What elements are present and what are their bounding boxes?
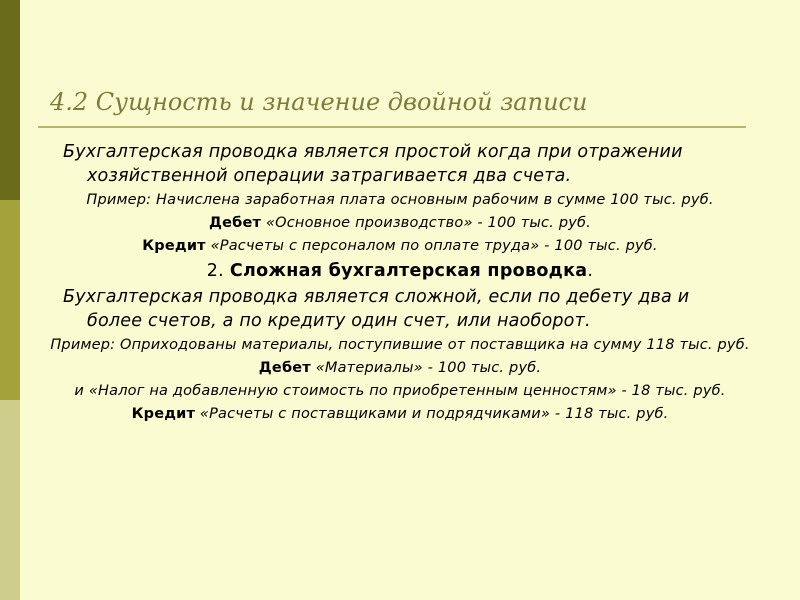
sidebar-block-light [0,400,20,600]
and-line: и «Налог на добавленную стоимость по приобретенным ценностям» - 18 тыс. руб. [74,383,726,399]
credit-text: «Расчеты с персоналом по оплате труда» - 100 тыс. руб. [205,238,658,254]
debit-line-2 [40,358,760,378]
credit-label: Кредит [131,406,196,422]
heading-number: 2. [206,261,230,281]
title-divider [38,126,746,128]
debit-label: Дебет [258,360,311,376]
heading-text: Сложная бухгалтерская проводка [229,261,588,281]
example-2: Пример: Оприходованы материалы, поступившие от поставщика на сумму 118 тыс. руб. [50,337,750,353]
sidebar-decoration [0,0,20,600]
example-1: Пример: Начислена заработная плата основным рабочим в сумме 100 тыс. руб. [86,192,714,208]
debit-text: «Материалы» - 100 тыс. руб. [310,360,542,376]
debit-label: Дебет [209,215,262,231]
section-heading-2 [40,259,760,283]
credit-line-2 [40,404,760,424]
debit-line-1 [40,213,760,233]
credit-line-1 [40,236,760,256]
sidebar-block-dark [0,0,20,200]
debit-text: «Основное производство» - 100 тыс. руб. [261,215,591,231]
credit-text: «Расчеты с поставщиками и подрядчиками» - 118 тыс. руб. [195,406,669,422]
complex-entry-definition: Бухгалтерская проводка является сложной, если по дебету два и более счетов, а по кредиту один счет, или наоборот. [63,287,690,331]
slide-title: 4.2 Сущность и значение двойной записи [50,88,588,116]
slide-content [40,140,760,427]
credit-label: Кредит [142,238,206,254]
simple-entry-definition: Бухгалтерская проводка является простой когда при отражении хозяйственной операции затрагивается два счета. [63,142,683,186]
heading-end: . [587,261,594,281]
sidebar-block-mid [0,200,20,400]
